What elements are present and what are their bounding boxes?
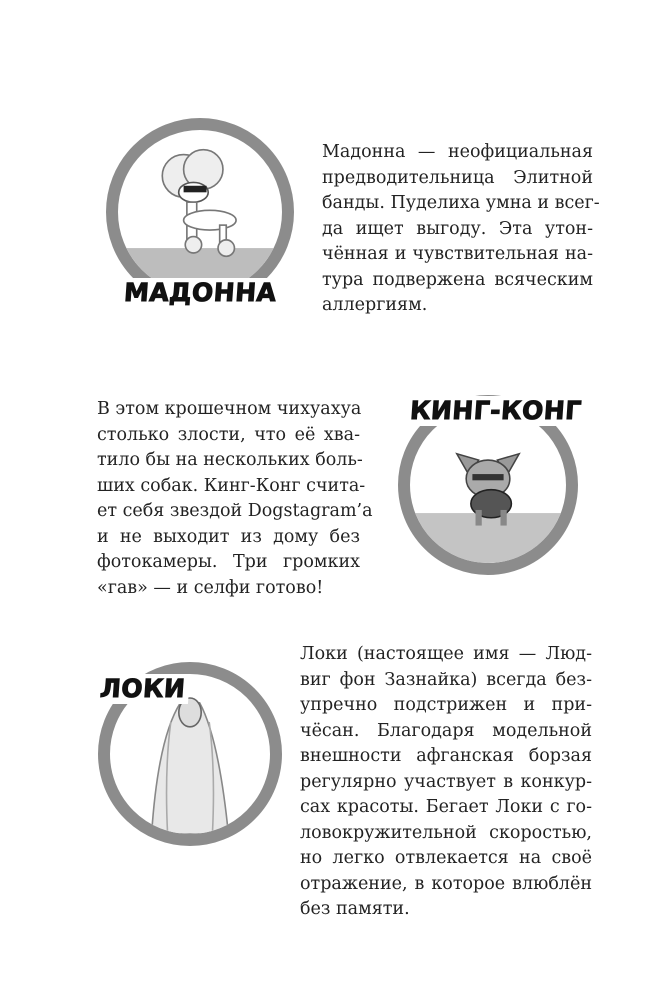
text-line: да ищет выгоду. Эта утон- xyxy=(322,218,593,239)
text-line: Локи (настоящее имя — Люд- xyxy=(300,644,592,664)
chihuahua-illustration xyxy=(410,407,566,563)
text-line: «гав» — и селфи готово! xyxy=(97,577,324,598)
text-line: тило бы на нескольких боль- xyxy=(97,450,363,470)
madonna-name-label: МАДОННА xyxy=(119,278,282,308)
text-line: упречно подстрижен и при- xyxy=(300,695,592,715)
text-line: ших собак. Кинг-Конг счита- xyxy=(97,475,366,496)
text-line: чёсан. Благодаря модельной xyxy=(300,720,592,741)
text-line: ловокружительной скоростью, xyxy=(300,822,592,843)
text-line: но легко отвлекается на своё xyxy=(300,848,592,868)
text-line: без памяти. xyxy=(300,899,410,919)
text-line: ет себя звездой Dogstagram’а xyxy=(97,501,373,521)
loki-description xyxy=(300,642,592,923)
text-line: и не выходит из дому без xyxy=(97,526,360,547)
madonna-description xyxy=(322,140,600,319)
text-line: внешности афганская борзая xyxy=(300,746,592,766)
text-line: Мадонна — неофициальная xyxy=(322,142,593,162)
text-line: банды. Пуделиха умна и всег- xyxy=(322,193,600,213)
text-line: отражение, в которое влюблён xyxy=(300,873,592,894)
text-line: аллергиям. xyxy=(322,295,428,315)
text-line: предводительница Элитной xyxy=(322,167,593,188)
text-line: чённая и чувствительная на- xyxy=(322,244,593,264)
text-line: регулярно участвует в конкур- xyxy=(300,771,592,792)
text-line: В этом крошечном чихуахуа xyxy=(97,399,362,419)
loki-name-label: ЛОКИ xyxy=(95,674,190,704)
text-line: столько злости, что её хва- xyxy=(97,424,360,445)
text-line: сах красоты. Бегает Локи с го- xyxy=(300,797,592,817)
text-line: виг фон Зазнайка) всегда без- xyxy=(300,669,592,690)
king-kong-name-label: КИНГ-КОНГ xyxy=(405,396,587,426)
poodle-illustration xyxy=(118,130,282,294)
text-line: тура подвержена всяческим xyxy=(322,269,593,290)
text-line: фотокамеры. Три громких xyxy=(97,552,360,572)
king-kong-description xyxy=(97,397,373,601)
